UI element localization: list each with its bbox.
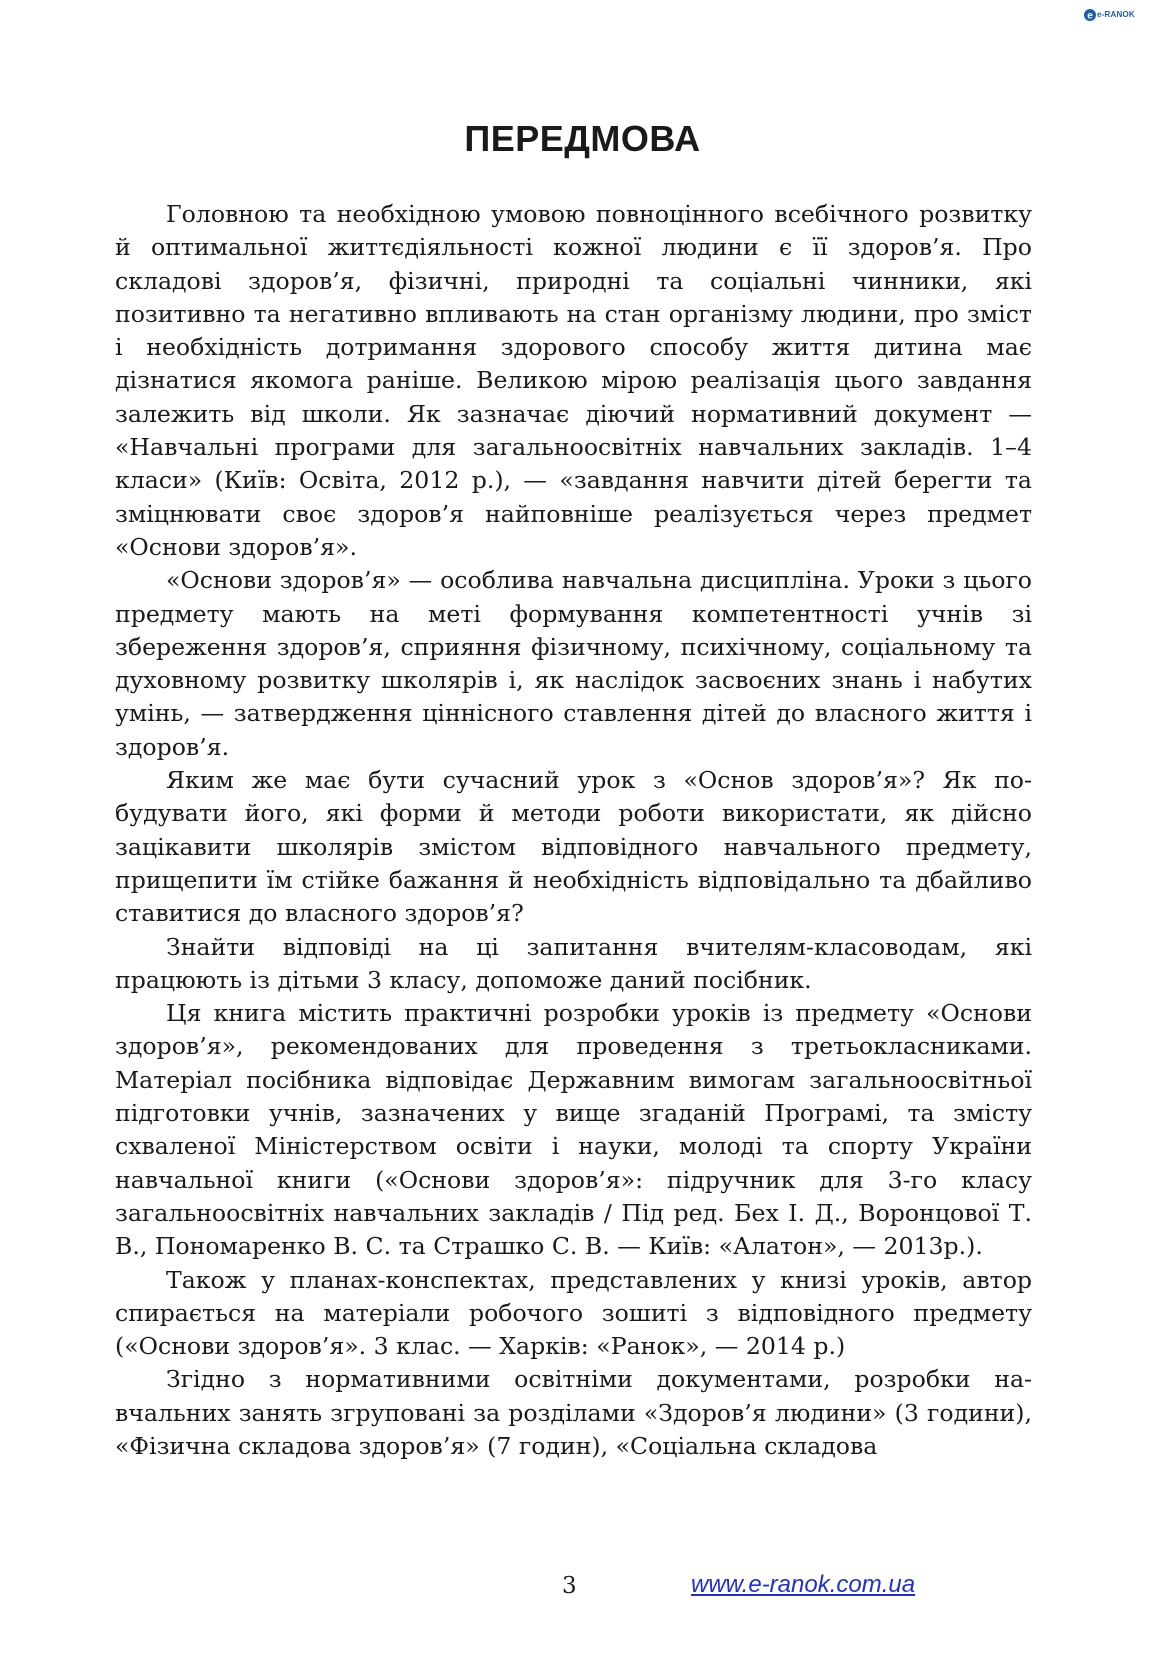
paragraph: Згідно з нормативними освітніми документами, розробки навчальних занять згруповані за розділами «Здоров’я людини» (3 години), «Фізична складова здоров’я» (7 годин), «Соціальна складова bbox=[115, 1365, 1032, 1460]
paragraph: Головною та необхідною умовою повноцінного всебічного розвитку й оптимальної життєдіяльності кожної людини є її здоров’я. Про складові здоров’я, фізичні, природні та соціальні чинники, які позитивно та негативно впливають на стан організму людини, про зміст і необхідність дотримання здорового способу життя дитина має дізнатися якомога раніше. Великою мірою реалізація цього завдання залежить від школи. Як зазначає діючий нормативний документ — «Навчальні програми для загальноосвітніх навчальних закладів. 1–4 класи» (Київ: Освіта, 2012 р.), — «завдання навчити дітей берегти та зміцнювати своє здоров’я найповніше реалізується через предмет «Основи здоров’я». bbox=[115, 200, 1032, 561]
body-text bbox=[115, 198, 1032, 1463]
svg-text:e: e bbox=[1087, 10, 1093, 22]
publisher-logo bbox=[1083, 8, 1143, 30]
page-title: ПЕРЕДМОВА bbox=[464, 118, 701, 159]
logo-e-icon bbox=[1083, 8, 1097, 22]
paragraph: Ця книга містить практичні розробки уроків із предмету «Основи здоров’я», рекомендованих для проведення з третьокласниками. Матеріал посібника відповідає Державним вимогам загальноосвітньої підготовки учнів, зазначених у вище згаданій Програмі, та змісту схваленої Міністерством освіти і науки, молоді та спорту України навчальної книги («Основи здоров’я»: підручник для 3-го класу загальноосвітніх навчальних закладів / Під ред. Бех І. Д., Воронцової Т. В., Пономаренко В. С. та Страшко С. В. — Київ: «Алатон», — 2013р.). bbox=[115, 999, 1032, 1261]
paragraph: Також у планах-конспектах, представлених у книзі уроків, автор спирається на матеріали робочого зошиті з відповідного предмету («Основи здоров’я». 3 клас. — Харків: «Ранок», — 2014 р.) bbox=[115, 1265, 1032, 1361]
logo-text: e-RANOK bbox=[1097, 10, 1135, 19]
page-footer bbox=[0, 1573, 1165, 1613]
paragraph: Яким же має бути сучасний урок з «Основ здоров’я»? Як побудувати його, які форми й методи роботи використати, як дійсно зацікавити школярів змістом відповідного навчального предмету, прищепити їм стійке бажання й необхідність відповідально та дбайливо ставитися до власного здоров’я? bbox=[115, 766, 1032, 928]
page-number: 3 bbox=[562, 1573, 577, 1599]
paragraph: «Основи здоров’я» — особлива навчальна дисципліна. Уроки з цього предмету мають на меті формування компетентності учнів зі збереження здоров’я, сприяння фізичному, психічному, соціальному та духовному розвитку школярів і, як наслідок засвоєних знань і набутих умінь, — затвердження ціннісного ставлення дітей до власного життя і здоров’я. bbox=[115, 566, 1032, 761]
website-link[interactable]: www.e-ranok.com.ua bbox=[691, 1571, 916, 1598]
paragraph: Знайти відповіді на ці запитання вчителям-класоводам, які працюють із дітьми 3 класу, допоможе даний посібник. bbox=[115, 932, 1032, 994]
